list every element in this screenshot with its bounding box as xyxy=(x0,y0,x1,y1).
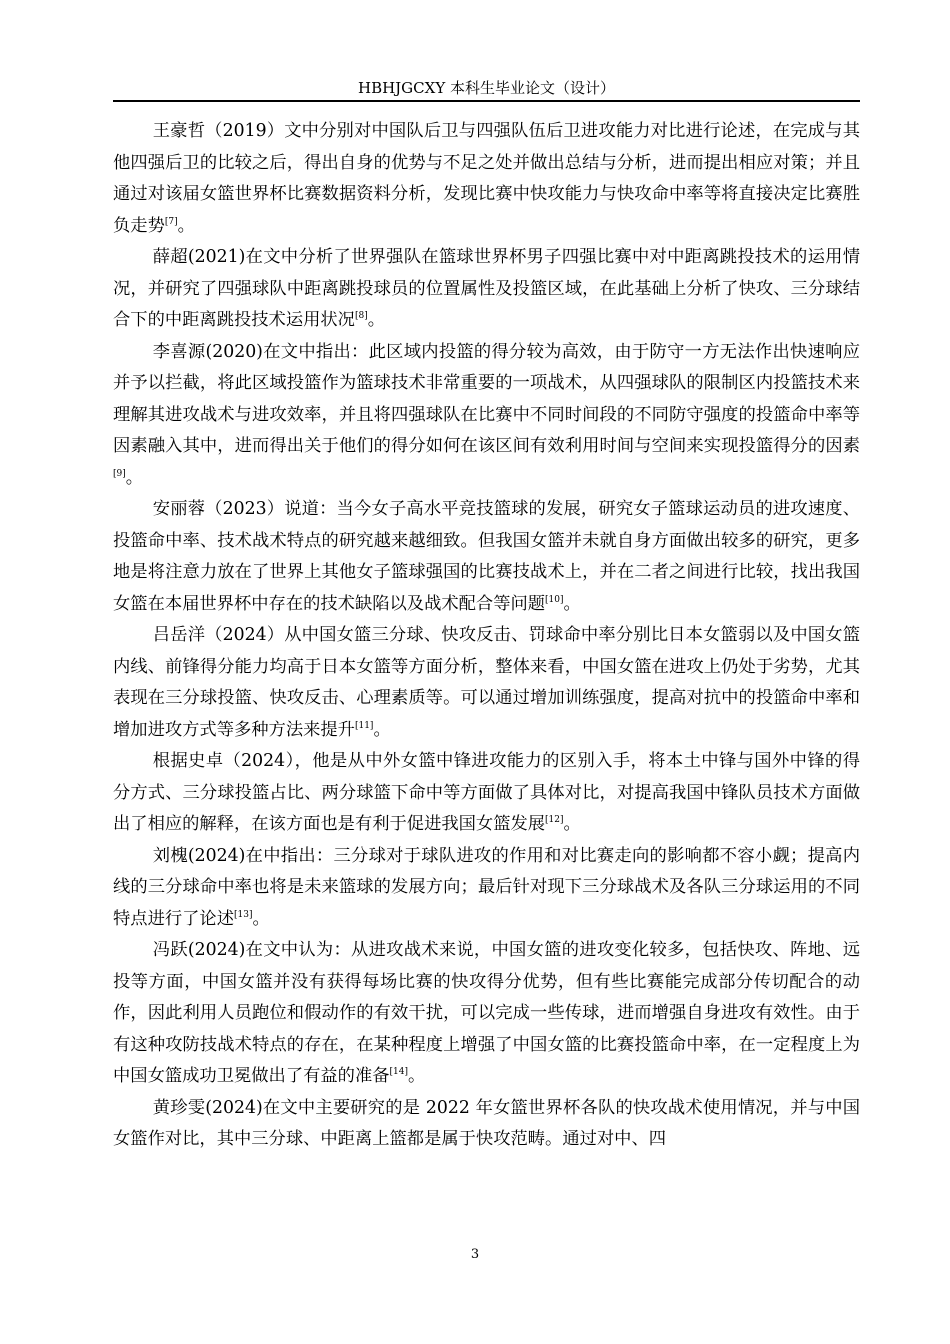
paragraph-text: 李喜源(2020)在文中指出：此区域内投篮的得分较为高效，由于防守一方无法作出快速响应并予以拦截，将此区域投篮作为篮球技术非常重要的一项战术，从四强球队的限制区内投篮技术来理解其进攻战术与进攻效率，并且将四强球队在比赛中不同时间段的不同防守强度的投篮命中率等因素融入其中，进而得出关于他们的得分如何在该区间有效利用时间与空间来实现投篮得分的因素 xyxy=(113,341,860,456)
citation-ref: [13] xyxy=(233,909,253,920)
page-header xyxy=(113,78,860,98)
paragraph-text: 冯跃(2024)在文中认为：从进攻战术来说，中国女篮的进攻变化较多，包括快攻、阵地、远投等方面，中国女篮并没有获得每场比赛的快攻得分优势，但有些比赛能完成部分传切配合的动作，因此利用人员跑位和假动作的有效干扰，可以完成一些传球，进而增强自身进攻有效性。由于有这种攻防技战术特点的存在，在某种程度上增强了中国女篮的比赛投篮命中率，在一定程度上为中国女篮成功卫冕做出了有益的准备 xyxy=(113,940,860,1086)
paragraph xyxy=(113,116,860,242)
page-number: 3 xyxy=(470,1247,480,1262)
citation-ref: [9] xyxy=(113,468,126,479)
paragraph xyxy=(113,620,860,746)
citation-ref: [14] xyxy=(389,1067,408,1077)
paragraph-text: 安丽蓉（2023）说道：当今女子高水平竞技篮球的发展，研究女子篮球运动员的进攻速度、投篮命中率、技术战术特点的研究越来越细致。但我国女篮并未就自身方面做出较多的研究，更多地是将注意力放在了世界上其他女子篮球强国的比赛技战术上，并在二者之间进行比较，找出我国女篮在本届世界杯中存在的技术缺陷以及战术配合等问题 xyxy=(113,499,860,614)
paragraph xyxy=(113,337,860,495)
citation-ref: [10] xyxy=(545,594,564,605)
citation-ref: [11] xyxy=(354,720,374,731)
paragraph-end: 。 xyxy=(125,467,144,488)
paragraph-end: 。 xyxy=(367,310,385,330)
paragraph xyxy=(113,494,860,620)
paragraph-end: 。 xyxy=(563,814,581,834)
citation-ref: [8] xyxy=(354,311,368,321)
paragraph-end: 。 xyxy=(373,719,391,740)
paragraph xyxy=(113,841,860,936)
citation-ref: [7] xyxy=(164,216,178,227)
paragraph-text: 黄珍雯(2024)在文中主要研究的是 2022 年女篮世界杯各队的快攻战术使用情况，并与中国女篮作对比，其中三分球、中距离上篮都是属于快攻范畴。通过对中、四 xyxy=(113,1097,860,1149)
paragraph-end: 。 xyxy=(252,908,270,929)
paragraph xyxy=(113,935,860,1093)
header-rule xyxy=(113,100,860,102)
paragraph xyxy=(113,242,860,337)
paragraph-end: 。 xyxy=(563,593,581,614)
paragraph-text: 王豪哲（2019）文中分别对中国队后卫与四强队伍后卫进攻能力对比进行论述，在完成与其他四强后卫的比较之后，得出自身的优势与不足之处并做出总结与分析，进而提出相应对策；并且通过对该届女篮世界杯比赛数据资料分析，发现比赛中快攻能力与快攻命中率等将直接决定比赛胜负走势 xyxy=(113,121,860,236)
paragraph xyxy=(113,1093,860,1156)
paragraph-text: 薛超(2021)在文中分析了世界强队在篮球世界杯男子四强比赛中对中距离跳投技术的运用情况，并研究了四强球队中距离跳投球员的位置属性及投篮区域，在此基础上分析了快攻、三分球结合下的中距离跳投技术运用状况 xyxy=(113,247,860,330)
paragraph-text: 吕岳洋（2024）从中国女篮三分球、快攻反击、罚球命中率分别比日本女篮弱以及中国女篮内线、前锋得分能力均高于日本女篮等方面分析，整体来看，中国女篮在进攻上仍处于劣势，尤其表现在三分球投篮、快攻反击、心理素质等。可以通过增加训练强度，提高对抗中的投篮命中率和增加进攻方式等多种方法来提升 xyxy=(113,625,860,740)
paragraph xyxy=(113,746,860,841)
header-title: HBHJGCXY 本科生毕业论文（设计） xyxy=(357,79,615,97)
paragraph-end: 。 xyxy=(408,1066,426,1086)
citation-ref: [12] xyxy=(545,815,564,825)
paragraph-end: 。 xyxy=(177,215,195,236)
body-text xyxy=(113,116,860,1156)
paragraph-text: 根据史卓（2024），他是从中外女篮中锋进攻能力的区别入手，将本土中锋与国外中锋的得分方式、三分球投篮占比、两分球篮下命中等方面做了具体对比，对提高我国中锋队员技术方面做出了相应的解释，在该方面也是有利于促进我国女篮发展 xyxy=(113,751,860,834)
paragraph-text: 刘槐(2024)在中指出：三分球对于球队进攻的作用和对比赛走向的影响都不容小觑；提高内线的三分球命中率也将是未来篮球的发展方向；最后针对现下三分球战术及各队三分球运用的不同特点进行了论述 xyxy=(113,845,860,929)
